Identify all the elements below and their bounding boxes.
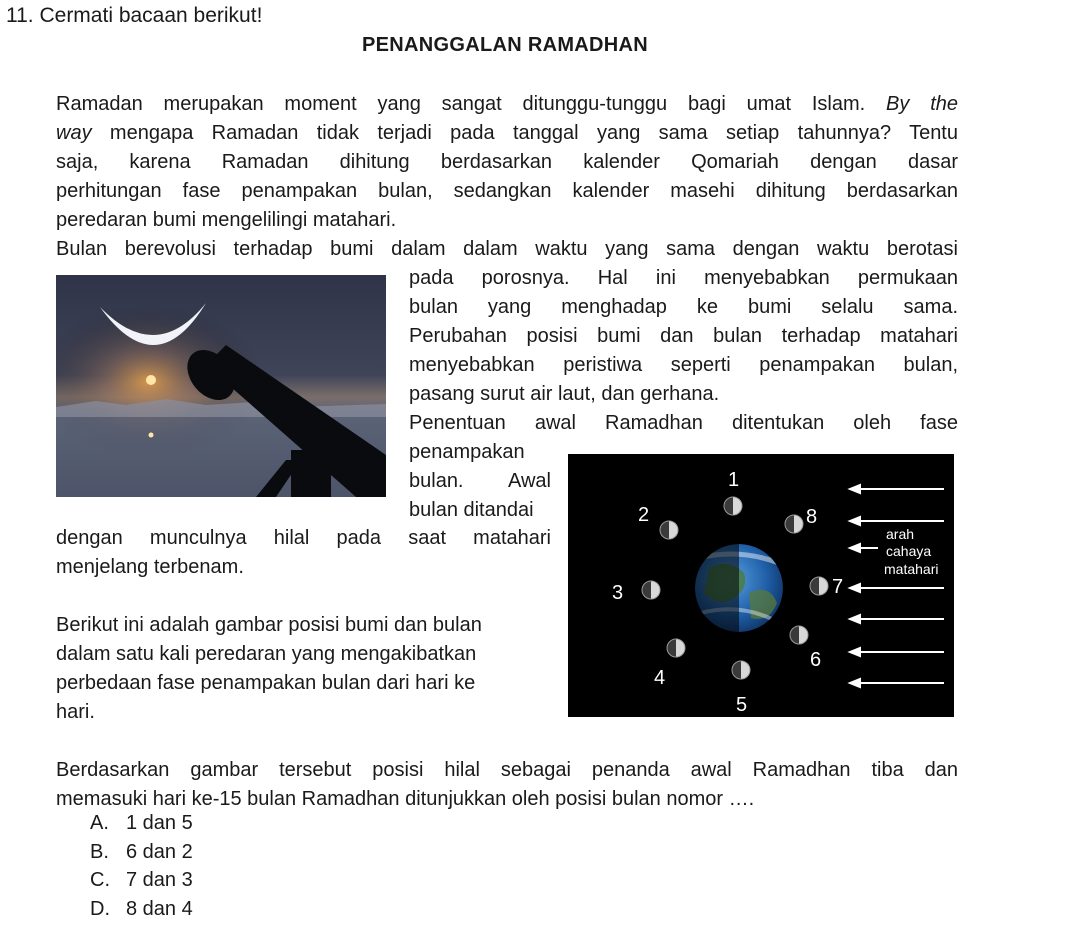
passage-line: penampakan — [409, 441, 525, 463]
option-letter: A. — [90, 812, 109, 834]
option-b[interactable] — [90, 841, 193, 864]
moon-label-8: 8 — [806, 506, 818, 528]
passage-line: saja, karena Ramadan dihitung berdasarkan kalender Qomariah dengan dasar — [56, 151, 958, 173]
passage-line: peredaran bumi mengelilingi matahari. — [56, 209, 397, 231]
passage-line: dengan munculnya hilal pada saat matahari — [56, 527, 551, 549]
passage-text: mengapa Ramadan tidak terjadi pada tanggal yang sama setiap tahunnya? Tentu — [91, 122, 958, 144]
passage-line: memasuki hari ke-15 bulan Ramadhan ditunjukkan oleh posisi bulan nomor …. — [56, 788, 755, 810]
moon-2-icon — [660, 521, 678, 539]
moon-3-icon — [642, 581, 660, 599]
moon-label-3: 3 — [612, 582, 624, 604]
option-letter: C. — [90, 869, 110, 891]
earth-icon — [695, 544, 783, 632]
moon-phase-diagram — [568, 454, 954, 717]
option-text: 6 dan 2 — [126, 841, 193, 863]
passage-line: menyebabkan peristiwa seperti penampakan bulan, — [409, 354, 958, 376]
passage-line: menjelang terbenam. — [56, 556, 244, 578]
passage-line — [56, 90, 958, 119]
question-number: 11. Cermati bacaan berikut! — [6, 4, 263, 27]
moon-label-2: 2 — [638, 504, 650, 526]
moon-label-4: 4 — [654, 667, 666, 689]
option-d[interactable] — [90, 898, 193, 921]
moon-label-5: 5 — [736, 694, 748, 716]
moon-6-icon — [790, 626, 808, 644]
passage-line: Berikut ini adalah gambar posisi bumi dan bulan — [56, 614, 482, 636]
passage-line: perbedaan fase penampakan bulan dari hari ke — [56, 672, 476, 694]
passage-line: pada porosnya. Hal ini menyebabkan permukaan — [409, 267, 958, 289]
option-text: 1 dan 5 — [126, 812, 193, 834]
passage-text: Ramadan merupakan moment yang sangat ditunggu-tunggu bagi umat Islam. — [56, 93, 887, 115]
option-letter: D. — [90, 898, 110, 920]
moon-5-icon — [732, 661, 750, 679]
passage-line: bulan yang menghadap ke bumi selalu sama. — [409, 296, 958, 318]
sun-direction-label: arah — [886, 526, 915, 542]
passage-line: Bulan berevolusi terhadap bumi dalam dalam waktu yang sama dengan waktu berotasi — [56, 238, 958, 260]
passage-line: Perubahan posisi bumi dan bulan terhadap matahari — [409, 325, 958, 347]
telescope-crescent-photo — [56, 275, 386, 497]
passage-line: bulan. Awal — [409, 470, 551, 492]
option-letter: B. — [90, 841, 109, 863]
sun-direction-label: cahaya — [886, 543, 932, 559]
passage-line: hari. — [56, 701, 95, 723]
passage-line: bulan ditandai — [409, 499, 534, 521]
passage-line: perhitungan fase penampakan bulan, sedangkan kalender masehi dihitung berdasarkan — [56, 180, 958, 202]
option-c[interactable] — [90, 869, 193, 892]
moon-label-6: 6 — [810, 649, 822, 671]
moon-label-7: 7 — [832, 576, 844, 598]
passage-text-italic: By the — [886, 93, 958, 115]
passage-line: Penentuan awal Ramadhan ditentukan oleh fase — [409, 412, 958, 434]
passage-line — [56, 119, 958, 148]
passage-text-italic: way — [56, 122, 92, 144]
option-text: 8 dan 4 — [126, 898, 193, 920]
passage-line: pasang surut air laut, dan gerhana. — [409, 383, 720, 405]
option-text: 7 dan 3 — [126, 869, 193, 891]
passage-title: PENANGGALAN RAMADHAN — [362, 34, 648, 56]
passage-line: dalam satu kali peredaran yang mengakibatkan — [56, 643, 477, 665]
moon-1-icon — [724, 497, 742, 515]
passage-line: Berdasarkan gambar tersebut posisi hilal sebagai penanda awal Ramadhan tiba dan — [56, 759, 958, 781]
sun-direction-label: matahari — [884, 561, 939, 577]
option-a[interactable] — [90, 812, 193, 835]
moon-label-1: 1 — [728, 469, 740, 491]
moon-7-icon — [810, 577, 828, 595]
moon-8-icon — [785, 515, 803, 533]
moon-4-icon — [667, 639, 685, 657]
